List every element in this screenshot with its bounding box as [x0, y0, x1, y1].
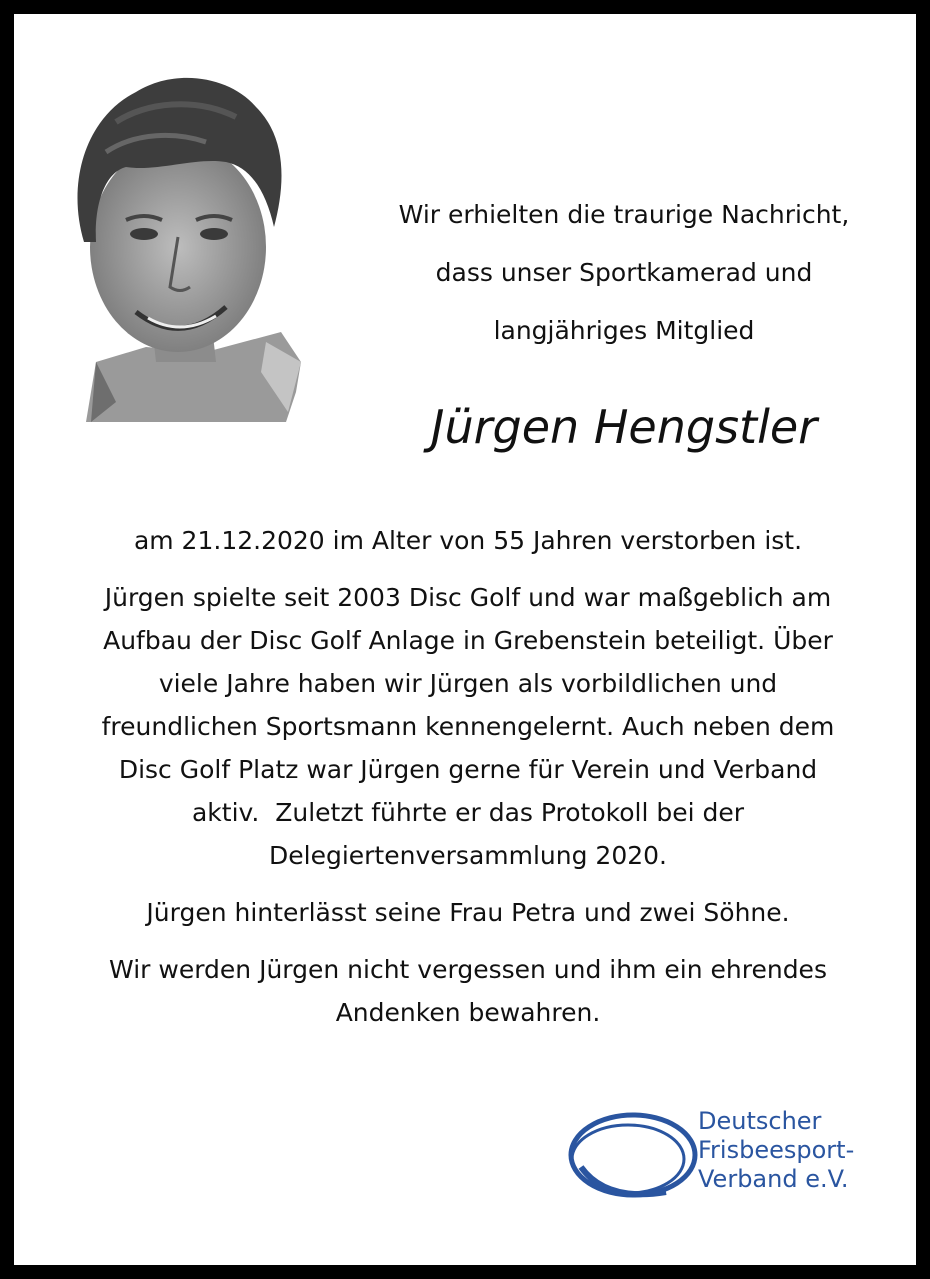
- paragraph-line: Delegiertenversammlung 2020.: [269, 841, 667, 870]
- obituary-card: [14, 14, 916, 1265]
- logo-line: Verband e.V.: [698, 1165, 849, 1193]
- paragraph-line: Andenken bewahren.: [335, 998, 601, 1027]
- obituary-body: [48, 519, 888, 1034]
- logo-text: [698, 1107, 854, 1194]
- paragraph-line: viele Jahre haben wir Jürgen als vorbildlichen und: [158, 669, 778, 698]
- intro-line: Wir erhielten die traurige Nachricht,: [398, 200, 850, 229]
- paragraph-line: freundlichen Sportsmann kennengelernt. Auch neben dem: [101, 712, 835, 741]
- dfv-logo: [566, 1107, 896, 1207]
- death-line: am 21.12.2020 im Alter von 55 Jahren verstorben ist.: [133, 526, 803, 555]
- paragraph-farewell: [48, 948, 888, 1034]
- paragraph-line: Aufbau der Disc Golf Anlage in Grebenstein beteiligt. Über: [103, 626, 833, 655]
- deceased-name: Jürgen Hengstler: [430, 400, 818, 454]
- portrait-photo: [56, 62, 306, 422]
- paragraph-family: Jürgen hinterlässt seine Frau Petra und zwei Söhne.: [146, 898, 790, 927]
- intro-line: dass unser Sportkamerad und: [435, 258, 813, 287]
- paragraph-line: aktiv. Zuletzt führte er das Protokoll bei der: [191, 798, 745, 827]
- paragraph-line: Disc Golf Platz war Jürgen gerne für Verein und Verband: [118, 755, 818, 784]
- intro-text: [344, 186, 904, 360]
- paragraph-line: Jürgen spielte seit 2003 Disc Golf und war maßgeblich am: [104, 583, 832, 612]
- paragraph-line: Wir werden Jürgen nicht vergessen und ihm ein ehrendes: [109, 955, 827, 984]
- paragraph-tribute: [48, 576, 888, 877]
- frisbee-ring-icon: [566, 1107, 701, 1207]
- intro-line: langjähriges Mitglied: [493, 316, 755, 345]
- logo-line: Frisbeesport-: [698, 1136, 855, 1164]
- logo-line: Deutscher: [698, 1107, 822, 1135]
